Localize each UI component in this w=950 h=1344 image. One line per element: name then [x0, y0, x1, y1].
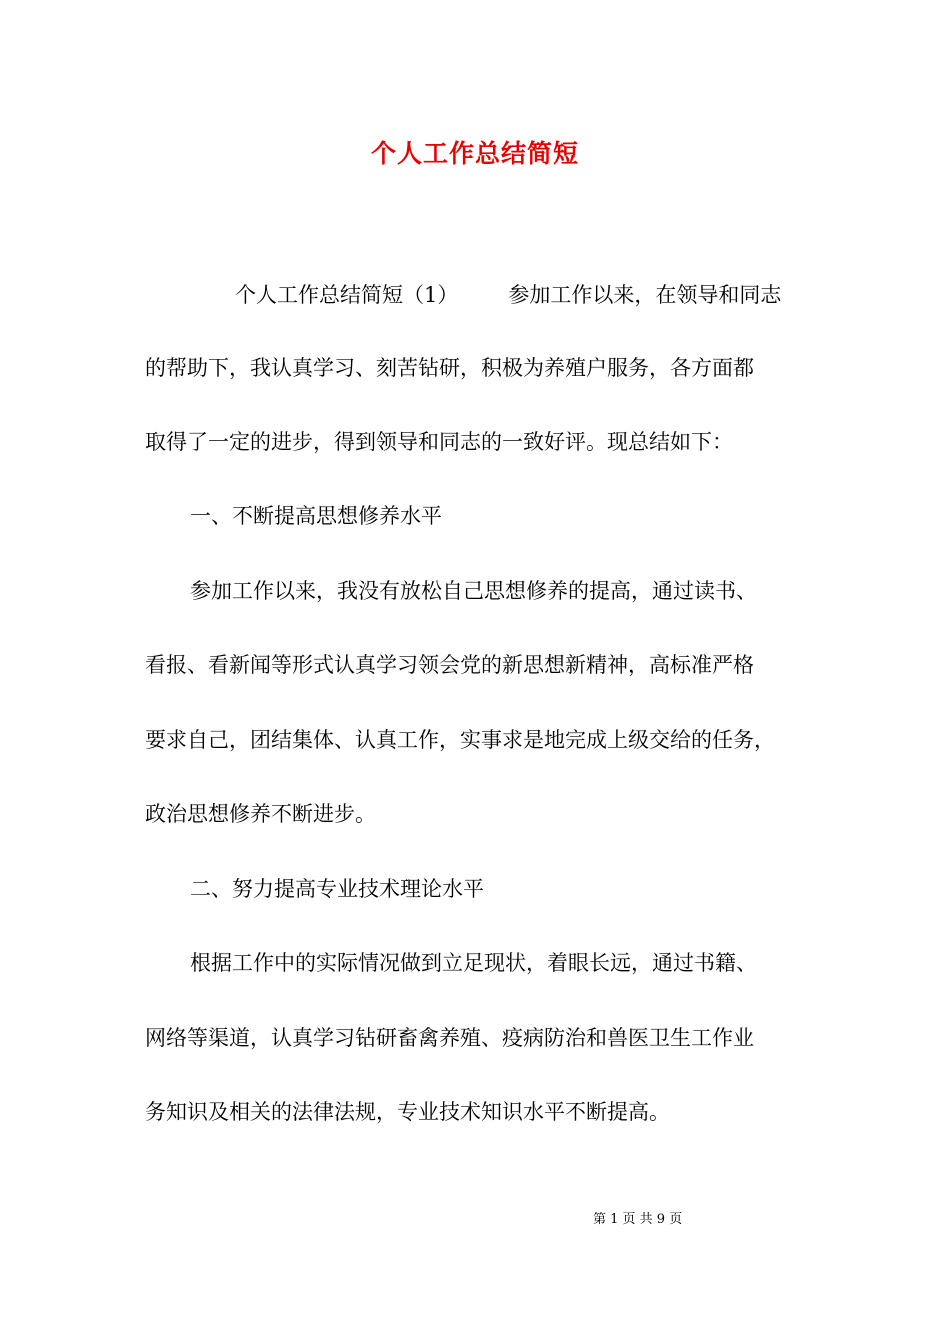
intro-line-1: 参加工作以来，在领导和同志 — [508, 283, 782, 307]
intro-subtitle: 个人工作总结简短（1） — [235, 283, 459, 307]
page-footer: 第 1 页 共 9 页 — [593, 1212, 683, 1227]
document-title: 个人工作总结简短 — [370, 139, 579, 168]
section-1-line-3: 要求自己，团结集体、认真工作，实事求是地完成上级交给的任务， — [145, 728, 775, 752]
section-2-line-2: 网络等渠道，认真学习钻研畜禽养殖、疫病防治和兽医卫生工作业 — [145, 1026, 754, 1050]
section-2-line-3: 务知识及相关的法律法规，专业技术知识水平不断提高。 — [145, 1100, 670, 1124]
section-1-line-2: 看报、看新闻等形式认真学习领会党的新思想新精神，高标准严格 — [145, 653, 754, 677]
intro-first-line — [235, 280, 781, 310]
section-1-heading: 一、不断提高思想修养水平 — [190, 504, 442, 528]
section-1-line-1: 参加工作以来，我没有放松自己思想修养的提高，通过读书、 — [190, 579, 757, 603]
intro-line-3: 取得了一定的进步，得到领导和同志的一致好评。现总结如下： — [145, 430, 733, 454]
section-2-line-1: 根据工作中的实际情况做到立足现状，着眼长远，通过书籍、 — [190, 951, 757, 975]
section-2-heading: 二、努力提高专业技术理论水平 — [190, 877, 484, 901]
section-1-line-4: 政治思想修养不断进步。 — [145, 802, 376, 826]
intro-line-2: 的帮助下，我认真学习、刻苦钻研，积极为养殖户服务，各方面都 — [145, 356, 754, 380]
